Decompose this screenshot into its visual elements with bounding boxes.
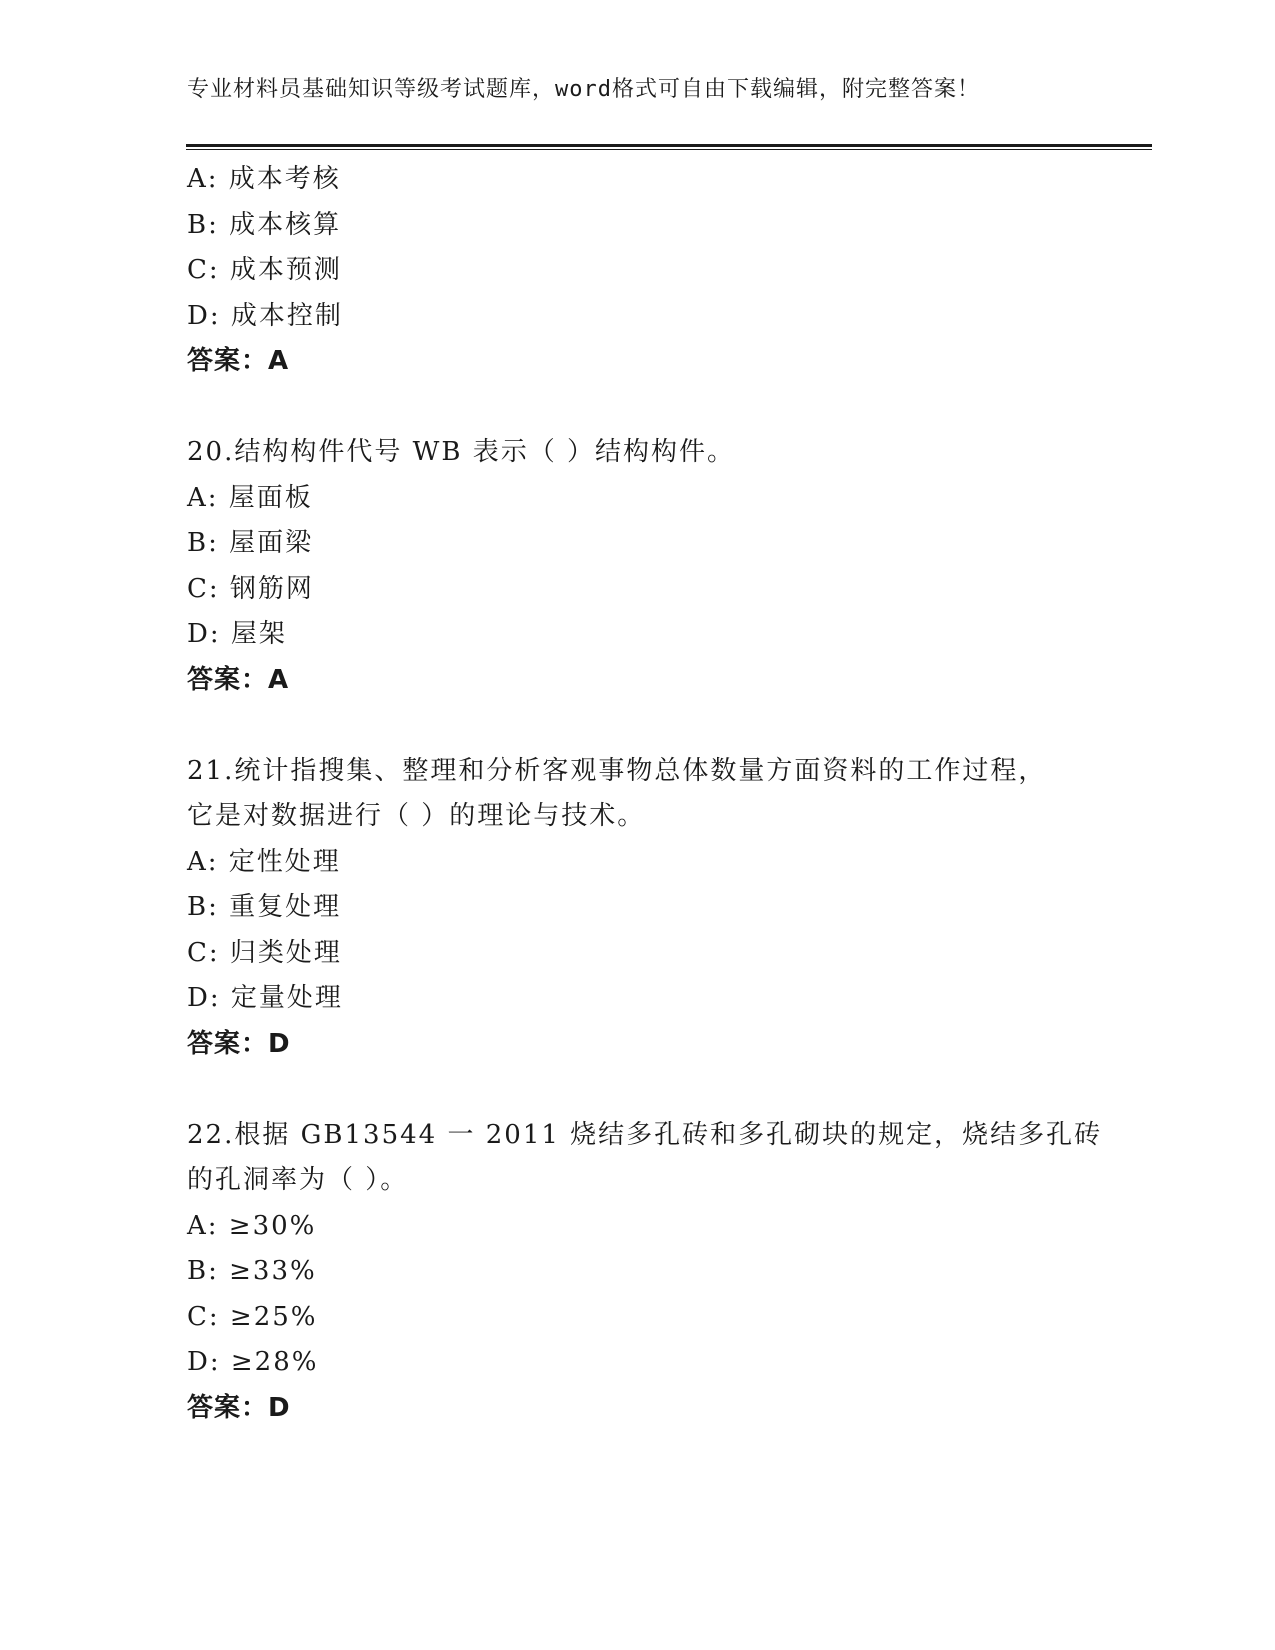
- question-text-continued: 的孔洞率为（ ）。: [187, 1165, 409, 1195]
- answer-line: 答案：A: [187, 664, 290, 695]
- answer-line: 答案：D: [187, 1392, 291, 1423]
- option-a: A: 定性处理: [187, 846, 341, 877]
- option-a: A: ≥30%: [187, 1210, 317, 1241]
- question-text: 21.统计指搜集、整理和分析客观事物总体数量方面资料的工作过程，: [187, 755, 1047, 786]
- option-b: B: 成本核算: [187, 209, 342, 240]
- question-block-19: [187, 157, 1087, 385]
- block-spacer: [187, 1067, 1087, 1113]
- option-c: C: ≥25%: [187, 1301, 318, 1332]
- question-text: 22.根据 GB13544 一 2011 烧结多孔砖和多孔砌块的规定，烧结多孔砖: [187, 1119, 1103, 1150]
- option-a: A: 屋面板: [187, 482, 313, 513]
- option-b: B: 重复处理: [187, 892, 342, 922]
- question-list: [187, 157, 1103, 1431]
- option-d: D: 定量处理: [187, 983, 343, 1013]
- question-block-21: [187, 749, 1087, 1068]
- block-spacer: [187, 385, 1087, 431]
- answer-line: 答案：D: [187, 1028, 291, 1059]
- answer-line: 答案：A: [187, 346, 290, 376]
- option-b: B: ≥33%: [187, 1256, 317, 1286]
- option-c: C: 钢筋网: [187, 573, 314, 604]
- option-d: D: 成本控制: [187, 300, 343, 331]
- question-text: 20.结构构件代号 WB 表示（ ）结构构件。: [187, 437, 735, 467]
- question-block-22: [187, 1113, 1103, 1432]
- option-c: C: 成本预测: [187, 255, 342, 285]
- option-d: D: ≥28%: [187, 1347, 319, 1377]
- question-block-20: [187, 430, 1087, 703]
- option-b: B: 屋面梁: [187, 528, 314, 558]
- block-spacer: [187, 703, 1087, 749]
- option-d: D: 屋架: [187, 619, 287, 649]
- page-header-title: 专业材料员基础知识等级考试题库，word格式可自由下载编辑，附完整答案！: [187, 77, 980, 102]
- option-c: C: 归类处理: [187, 937, 342, 968]
- question-text-continued: 它是对数据进行（ ）的理论与技术。: [187, 801, 646, 831]
- header-divider: [186, 144, 1152, 150]
- option-a: A: 成本考核: [187, 164, 341, 194]
